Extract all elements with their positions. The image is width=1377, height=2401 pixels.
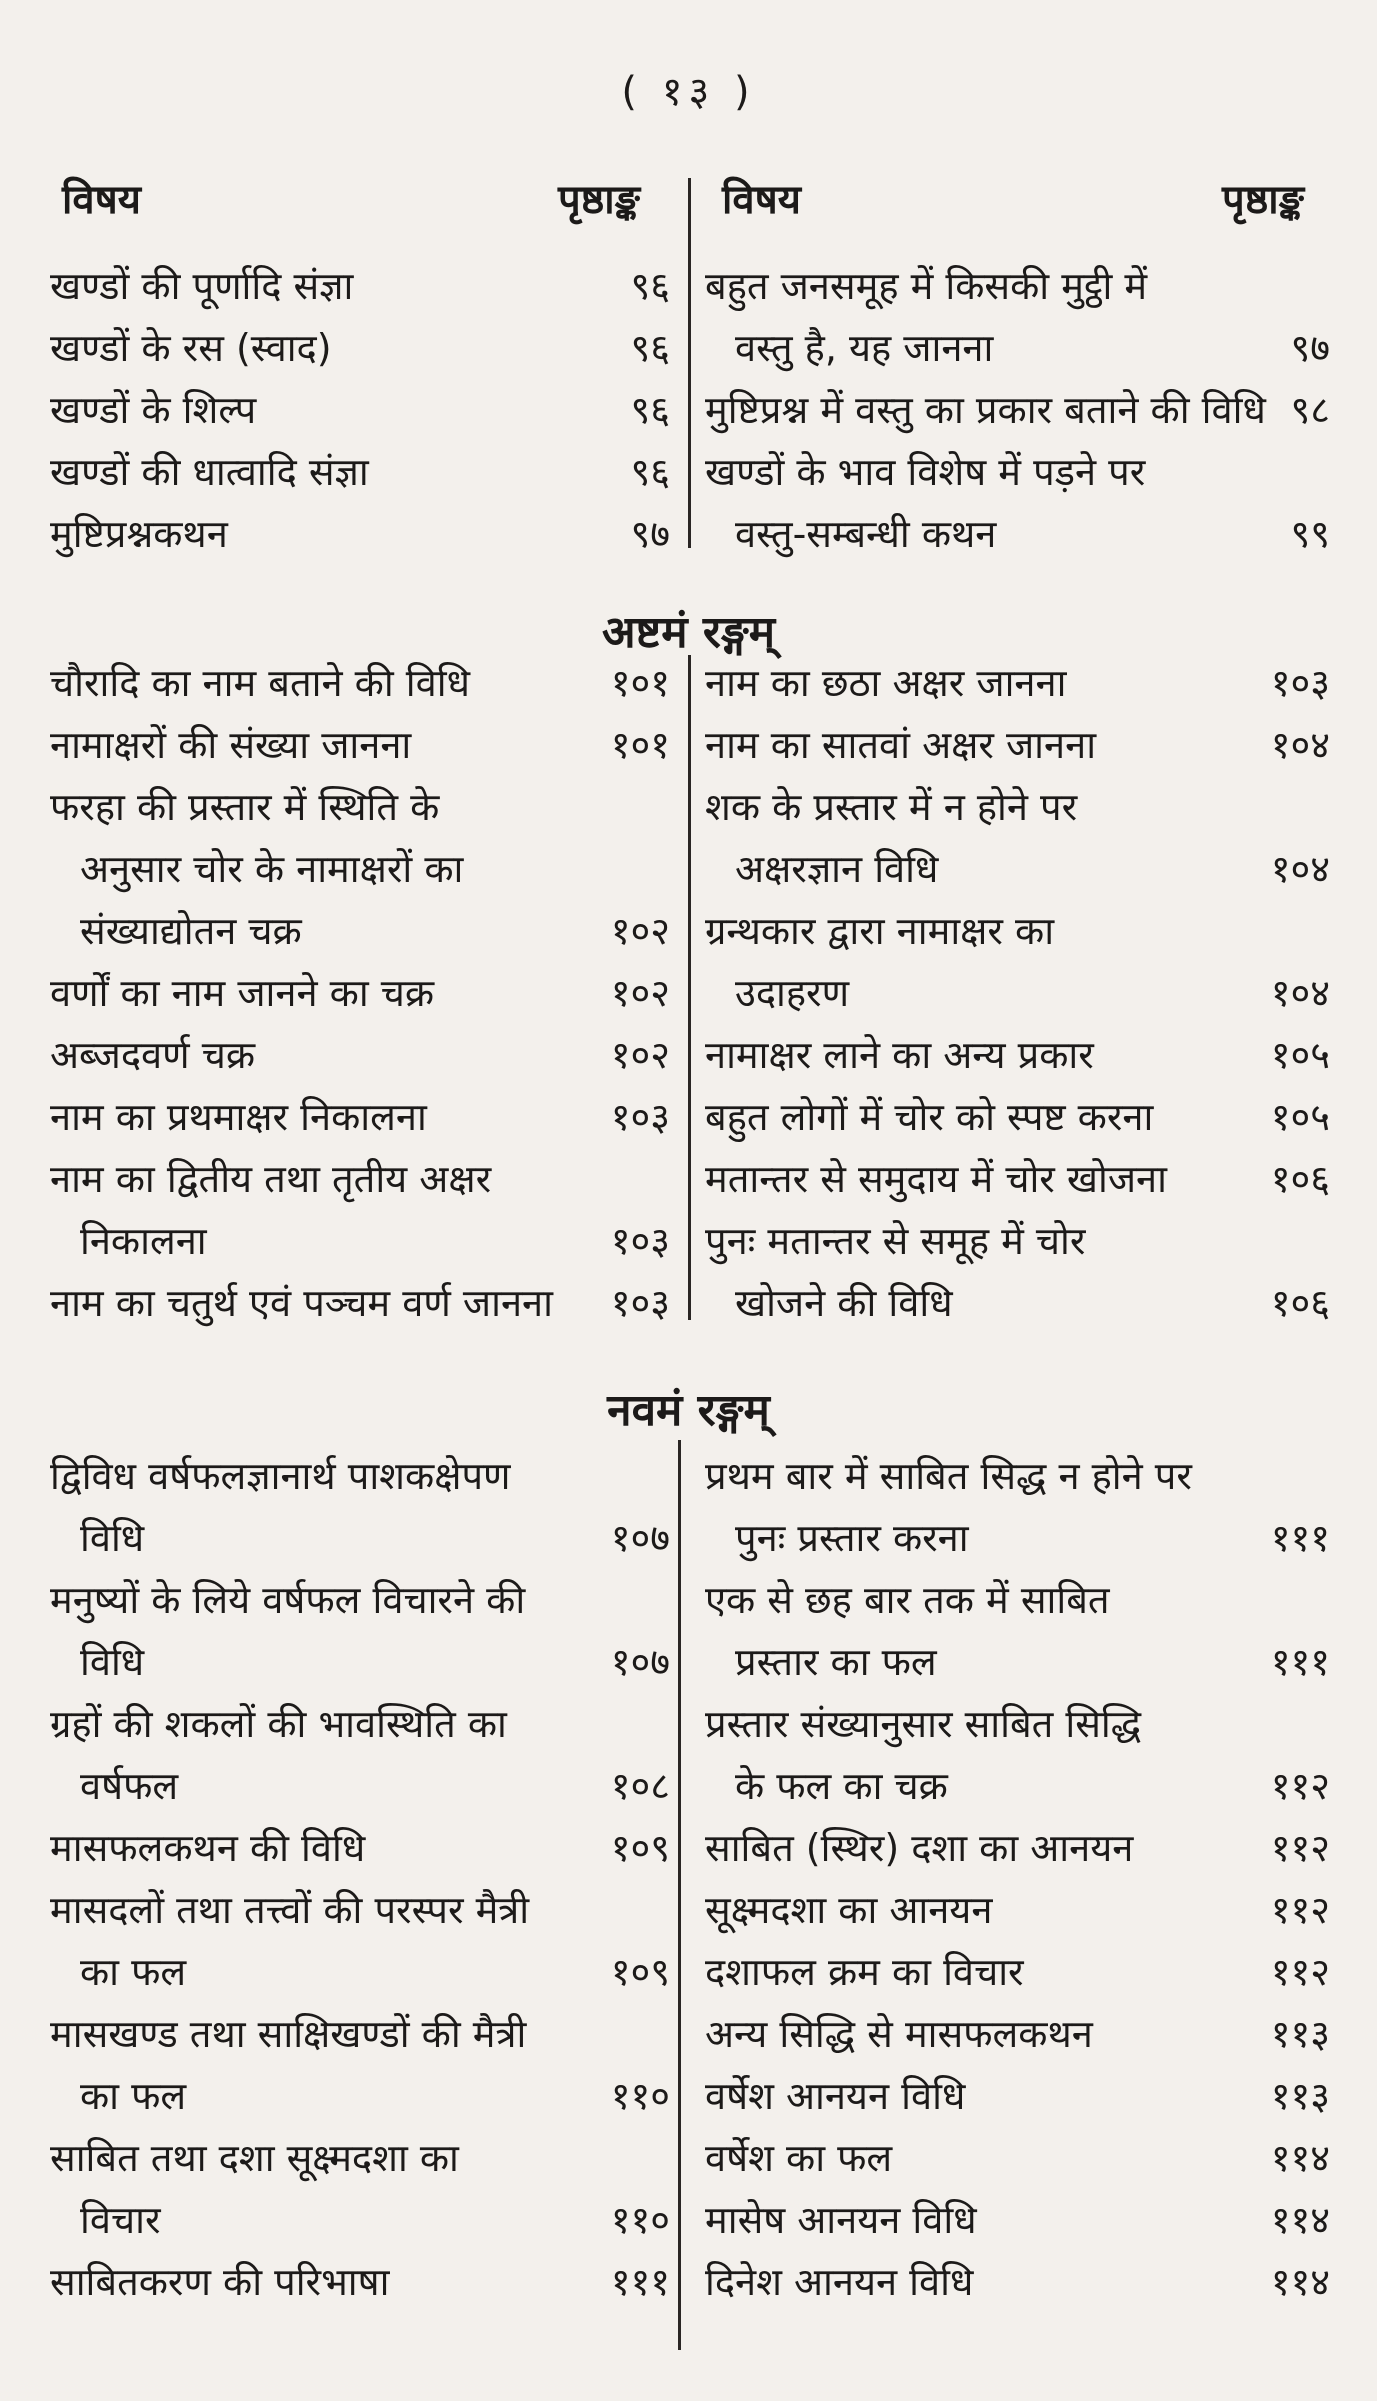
entry-title: बहुत जनसमूह में किसकी मुट्ठी में — [705, 264, 1148, 308]
entry-title-continuation: वस्तु है, यह जानना — [735, 326, 994, 370]
index-entry — [50, 317, 670, 379]
entry-title: सूक्ष्मदशा का आनयन — [705, 1888, 993, 1932]
index-entry — [705, 2189, 1330, 2251]
index-entry — [705, 441, 1330, 565]
entry-title-continuation: निकालना — [80, 1219, 207, 1263]
entry-page-number: १११ — [1270, 1640, 1330, 1684]
entry-title: खण्डों की धात्वादि संज्ञा — [50, 450, 369, 494]
section-1-right-column — [705, 255, 1330, 565]
index-entry — [50, 1693, 670, 1817]
index-entry — [50, 1445, 670, 1569]
entry-title: चौरादि का नाम बताने की विधि — [50, 661, 470, 705]
left-page-header: पृष्ठाङ्क — [558, 177, 640, 223]
entry-page-number: १०२ — [610, 1033, 670, 1077]
entry-title: नामाक्षरों की संख्या जानना — [50, 723, 412, 767]
entry-title: ग्रन्थकार द्वारा नामाक्षर का — [705, 909, 1055, 953]
section-2-right-column — [705, 652, 1330, 1334]
section-title-ashtam: अष्टमं रङ्गम् — [601, 607, 776, 658]
index-entry — [705, 1693, 1330, 1817]
entry-page-number: ११० — [610, 2074, 670, 2118]
entry-page-number: १०३ — [610, 1219, 670, 1263]
entry-title: नाम का प्रथमाक्षर निकालना — [50, 1095, 427, 1139]
entry-title-continuation: खोजने की विधि — [735, 1281, 953, 1325]
entry-page-number: १०२ — [610, 971, 670, 1015]
entry-page-number: ११२ — [1270, 1950, 1330, 1994]
entry-page-number: ११४ — [1270, 2198, 1330, 2242]
index-entry — [50, 652, 670, 714]
index-entry — [50, 1024, 670, 1086]
entry-title: खण्डों के शिल्प — [50, 388, 257, 432]
index-entry — [705, 2003, 1330, 2065]
entry-title: मतान्तर से समुदाय में चोर खोजना — [705, 1157, 1167, 1201]
index-entry — [705, 776, 1330, 900]
entry-page-number: ९७ — [1290, 326, 1330, 370]
entry-title: मासफलकथन की विधि — [50, 1826, 366, 1870]
index-entry — [50, 962, 670, 1024]
entry-page-number: ११२ — [1270, 1826, 1330, 1870]
entry-page-number: १०३ — [1270, 661, 1330, 705]
entry-page-number: १०५ — [1270, 1033, 1330, 1077]
entry-page-number: ९६ — [630, 326, 670, 370]
entry-page-number: १०३ — [610, 1095, 670, 1139]
column-divider — [688, 178, 691, 548]
index-entry — [50, 776, 670, 962]
section-3-right-column — [705, 1445, 1330, 2313]
entry-title: मुष्टिप्रश्नकथन — [50, 512, 228, 556]
index-entry — [50, 1086, 670, 1148]
entry-page-number: ९८ — [1290, 388, 1330, 432]
entry-title: ग्रहों की शकलों की भावस्थिति का — [50, 1702, 507, 1746]
entry-title: प्रथम बार में साबित सिद्ध न होने पर — [705, 1454, 1192, 1498]
index-entry — [50, 2127, 670, 2251]
index-entry — [50, 503, 670, 565]
index-entry — [705, 1445, 1330, 1569]
entry-page-number: १०६ — [1270, 1281, 1330, 1325]
entry-page-number: ९६ — [630, 388, 670, 432]
entry-title-continuation: का फल — [80, 2074, 187, 2118]
index-entry — [50, 2003, 670, 2127]
entry-page-number: ९६ — [630, 450, 670, 494]
index-entry — [705, 1569, 1330, 1693]
entry-page-number: १०९ — [610, 1950, 670, 1994]
entry-page-number: ११४ — [1270, 2136, 1330, 2180]
index-entry — [705, 1086, 1330, 1148]
entry-title-continuation: अक्षरज्ञान विधि — [735, 847, 939, 891]
entry-title: साबितकरण की परिभाषा — [50, 2260, 390, 2304]
section-title-navam: नवमं रङ्गम् — [607, 1385, 770, 1436]
section-2-left-column — [50, 652, 670, 1334]
entry-title-continuation: वस्तु-सम्बन्धी कथन — [735, 512, 997, 556]
index-entry — [705, 1148, 1330, 1210]
entry-page-number: १०७ — [610, 1516, 670, 1560]
index-entry — [705, 714, 1330, 776]
index-entry — [705, 255, 1330, 379]
index-entry — [705, 652, 1330, 714]
entry-title: नाम का द्वितीय तथा तृतीय अक्षर — [50, 1157, 492, 1201]
index-entry — [50, 2251, 670, 2313]
entry-page-number: १११ — [1270, 1516, 1330, 1560]
entry-title: बहुत लोगों में चोर को स्पष्ट करना — [705, 1095, 1154, 1139]
entry-title: साबित (स्थिर) दशा का आनयन — [705, 1826, 1134, 1870]
entry-title: वर्षेश आनयन विधि — [705, 2074, 966, 2118]
entry-title-continuation: अनुसार चोर के नामाक्षरों का — [80, 847, 464, 891]
entry-page-number: १०३ — [610, 1281, 670, 1325]
entry-title: खण्डों के भाव विशेष में पड़ने पर — [705, 450, 1146, 494]
column-divider — [688, 655, 691, 1320]
entry-title: मासखण्ड तथा साक्षिखण्डों की मैत्री — [50, 2012, 527, 2056]
entry-title-continuation: के फल का चक्र — [735, 1764, 948, 1808]
entry-page-number: १०१ — [610, 723, 670, 767]
index-entry — [50, 1817, 670, 1879]
entry-title: प्रस्तार संख्यानुसार साबित सिद्धि — [705, 1702, 1142, 1746]
section-1-left-column — [50, 255, 670, 565]
index-entry — [50, 1272, 670, 1334]
entry-title: मुष्टिप्रश्न में वस्तु का प्रकार बताने की विधि — [705, 388, 1266, 432]
entry-title: नामाक्षर लाने का अन्य प्रकार — [705, 1033, 1094, 1077]
index-entry — [705, 2127, 1330, 2189]
entry-title: अब्जदवर्ण चक्र — [50, 1033, 256, 1077]
index-entry — [705, 2065, 1330, 2127]
entry-page-number: ११३ — [1270, 2074, 1330, 2118]
entry-page-number: ११२ — [1270, 1764, 1330, 1808]
entry-page-number: ९७ — [630, 512, 670, 556]
entry-page-number: ९६ — [630, 264, 670, 308]
index-entry — [705, 1024, 1330, 1086]
entry-title: अन्य सिद्धि से मासफलकथन — [705, 2012, 1093, 2056]
entry-page-number: १०५ — [1270, 1095, 1330, 1139]
entry-page-number: ११० — [610, 2198, 670, 2242]
entry-title: फरहा की प्रस्तार में स्थिति के — [50, 785, 440, 829]
entry-title: वर्षेश का फल — [705, 2136, 893, 2180]
index-entry — [50, 379, 670, 441]
index-entry — [705, 1941, 1330, 2003]
entry-title: नाम का सातवां अक्षर जानना — [705, 723, 1097, 767]
entry-title-continuation: संख्याद्योतन चक्र — [80, 909, 302, 953]
index-entry — [50, 714, 670, 776]
entry-title-continuation: का फल — [80, 1950, 187, 1994]
entry-page-number: ९९ — [1290, 512, 1330, 556]
entry-title-continuation: विचार — [80, 2198, 161, 2242]
entry-title-continuation: वर्षफल — [80, 1764, 179, 1808]
index-entry — [50, 1148, 670, 1272]
entry-title: मनुष्यों के लिये वर्षफल विचारने की — [50, 1578, 526, 1622]
entry-page-number: १०९ — [610, 1826, 670, 1870]
entry-page-number: १०४ — [1270, 847, 1330, 891]
entry-title: मासदलों तथा तत्त्वों की परस्पर मैत्री — [50, 1888, 530, 1932]
entry-page-number: १०४ — [1270, 971, 1330, 1015]
entry-page-number: १०१ — [610, 661, 670, 705]
entry-title-continuation: पुनः प्रस्तार करना — [735, 1516, 969, 1560]
left-subject-header: विषय — [62, 177, 141, 223]
entry-title: खण्डों के रस (स्वाद) — [50, 326, 332, 370]
entry-title-continuation: विधि — [80, 1516, 145, 1560]
index-entry — [705, 1879, 1330, 1941]
entry-page-number: ११३ — [1270, 2012, 1330, 2056]
index-entry — [705, 1817, 1330, 1879]
entry-title: वर्णों का नाम जानने का चक्र — [50, 971, 435, 1015]
entry-page-number: १०४ — [1270, 723, 1330, 767]
index-entry — [705, 379, 1330, 441]
entry-page-number: १०७ — [610, 1640, 670, 1684]
page-number: ( १३ ) — [621, 69, 756, 115]
entry-title: नाम का चतुर्थ एवं पञ्चम वर्ण जानना — [50, 1281, 553, 1325]
entry-title: दशाफल क्रम का विचार — [705, 1950, 1024, 1994]
column-divider — [678, 1440, 681, 2350]
entry-title-continuation: प्रस्तार का फल — [735, 1640, 937, 1684]
entry-page-number: १११ — [610, 2260, 670, 2304]
entry-title: शक के प्रस्तार में न होने पर — [705, 785, 1078, 829]
section-3-left-column — [50, 1445, 670, 2313]
entry-title: पुनः मतान्तर से समूह में चोर — [705, 1219, 1086, 1263]
entry-title-continuation: उदाहरण — [735, 971, 850, 1015]
entry-page-number: १०२ — [610, 909, 670, 953]
index-entry — [50, 441, 670, 503]
index-entry — [50, 1569, 670, 1693]
entry-title: दिनेश आनयन विधि — [705, 2260, 974, 2304]
index-entry — [50, 255, 670, 317]
index-entry — [50, 1879, 670, 2003]
entry-title: खण्डों की पूर्णादि संज्ञा — [50, 264, 354, 308]
index-entry — [705, 900, 1330, 1024]
entry-title: द्विविध वर्षफलज्ञानार्थ पाशकक्षेपण — [50, 1454, 511, 1498]
entry-title: नाम का छठा अक्षर जानना — [705, 661, 1067, 705]
index-entry — [705, 1210, 1330, 1334]
entry-title: मासेष आनयन विधि — [705, 2198, 977, 2242]
right-subject-header: विषय — [722, 177, 801, 223]
entry-title-continuation: विधि — [80, 1640, 145, 1684]
index-entry — [705, 2251, 1330, 2313]
right-page-header: पृष्ठाङ्क — [1222, 177, 1304, 223]
entry-page-number: ११२ — [1270, 1888, 1330, 1932]
entry-page-number: १०८ — [610, 1764, 670, 1808]
entry-page-number: १०६ — [1270, 1157, 1330, 1201]
entry-title: साबित तथा दशा सूक्ष्मदशा का — [50, 2136, 459, 2180]
entry-title: एक से छह बार तक में साबित — [705, 1578, 1110, 1622]
entry-page-number: ११४ — [1270, 2260, 1330, 2304]
